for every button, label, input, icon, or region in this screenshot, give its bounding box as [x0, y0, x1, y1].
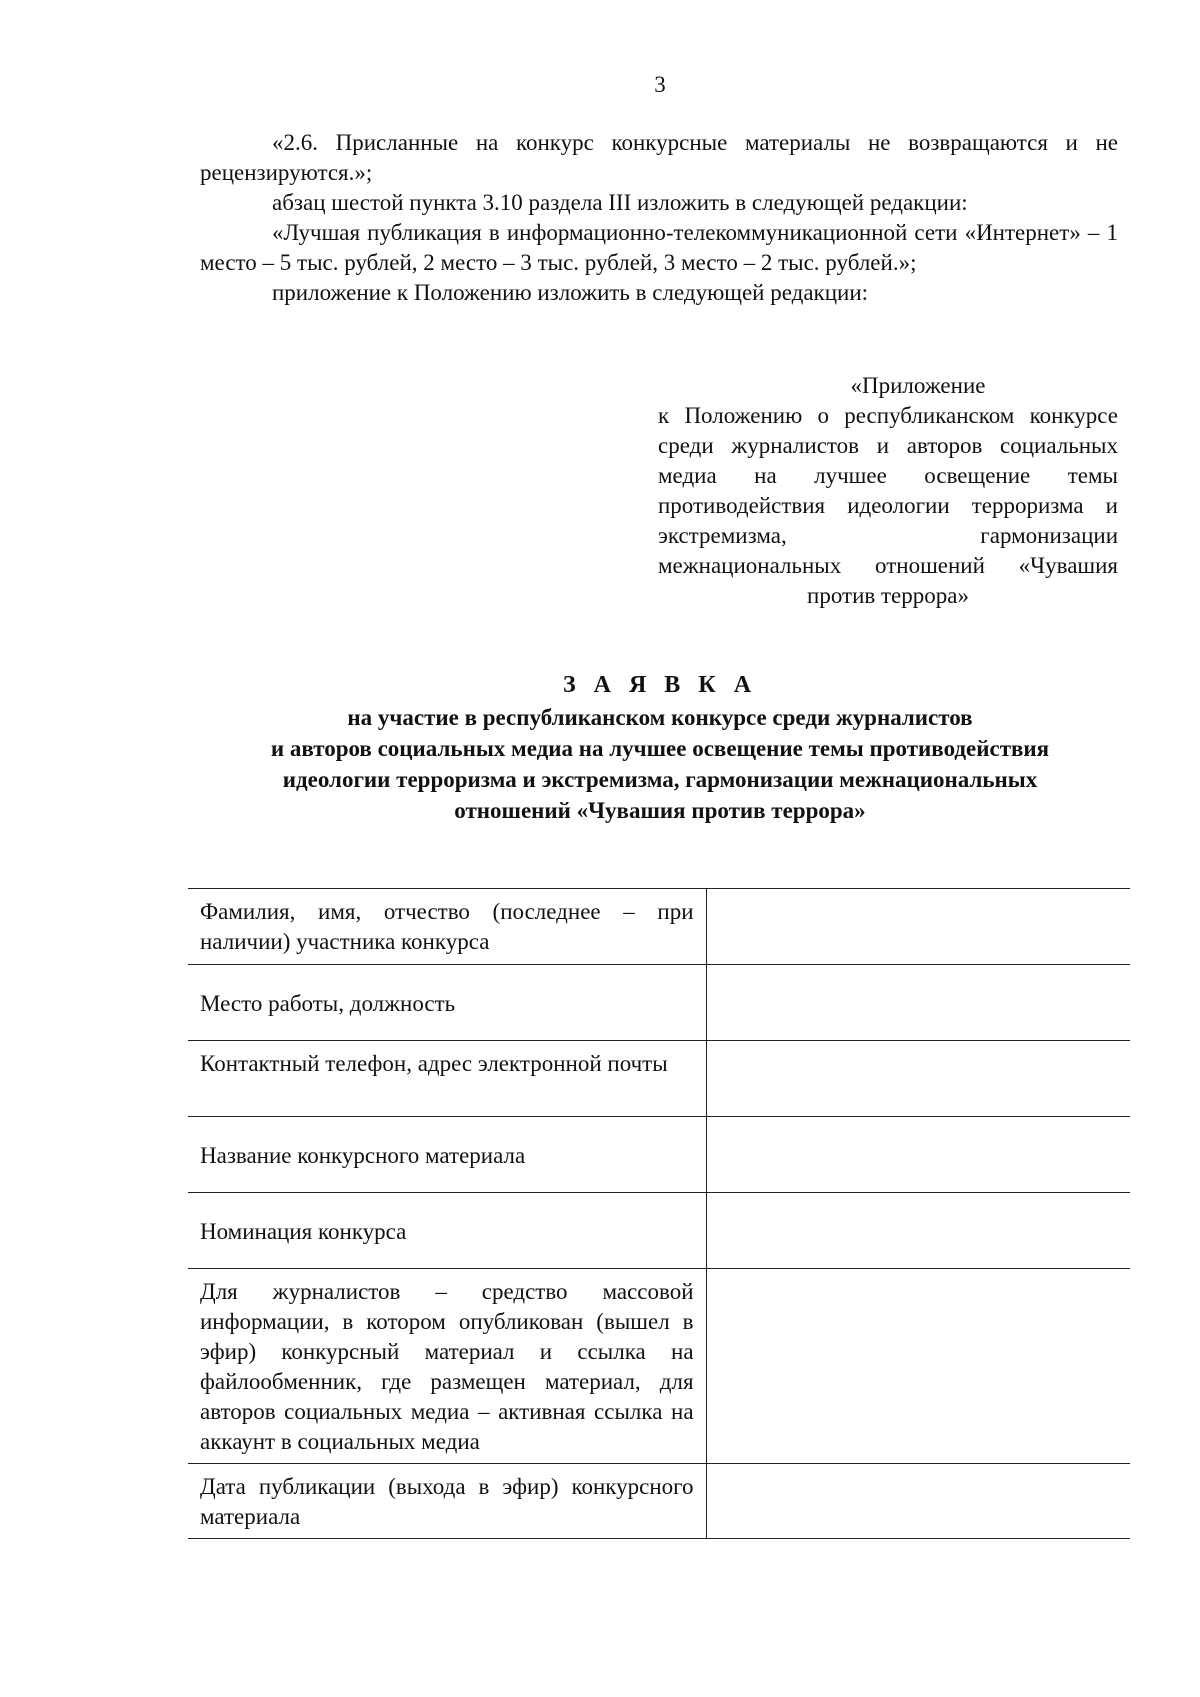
- paragraph-instruction-3-10: абзац шестой пункта 3.10 раздела III изложить в следующей редакции:: [272, 190, 968, 215]
- table-row: [188, 889, 1130, 965]
- table-row: [188, 965, 1130, 1041]
- appendix-title: «Приложение: [850, 373, 986, 398]
- row-value-workplace[interactable]: [706, 965, 1130, 1041]
- row-label-full-name: Фамилия, имя, отчество (последнее – при наличии) участника конкурса: [188, 889, 706, 965]
- paragraph-best-publication: «Лучшая публикация в информационно-телекоммуникационной сети «Интернет» – 1 место – 5 тыс. рублей, 2 место – 3 тыс. рублей, 3 место – 2 тыс. рублей.»;: [200, 220, 1118, 275]
- row-label-media-outlet: Для журналистов – средство массовой информации, в котором опубликован (вышел в эфир) конкурсный материал и ссылка на файлообменник, где размещен материал, для авторов социальных медиа – активная ссылка на аккаунт в социальных медиа: [188, 1269, 706, 1464]
- application-subtitle-line: отношений «Чувашия против террора»: [454, 798, 866, 823]
- row-value-publication-date[interactable]: [706, 1464, 1130, 1539]
- appendix-heading-block: [658, 371, 1118, 611]
- application-form-table: [188, 888, 1130, 1539]
- row-value-material-title[interactable]: [706, 1117, 1130, 1193]
- table-row: [188, 1269, 1130, 1464]
- application-subtitle-line: на участие в республиканском конкурсе среди журналистов: [347, 705, 973, 730]
- table-row: [188, 1464, 1130, 1539]
- application-subtitle-line: и авторов социальных медиа на лучшее освещение темы противодействия: [270, 736, 1050, 761]
- table-row: [188, 1117, 1130, 1193]
- row-label-publication-date: Дата публикации (выхода в эфир) конкурсного материала: [188, 1464, 706, 1539]
- row-value-full-name[interactable]: [706, 889, 1130, 965]
- application-heading: [190, 670, 1130, 826]
- application-title: З А Я В К А: [562, 672, 758, 698]
- row-label-material-title: Название конкурсного материала: [188, 1117, 706, 1193]
- row-value-nomination[interactable]: [706, 1193, 1130, 1269]
- application-subtitle-line: идеологии терроризма и экстремизма, гармонизации межнациональных: [282, 767, 1038, 792]
- paragraph-clause-2-6: «2.6. Присланные на конкурс конкурсные материалы не возвращаются и не рецензируются.»;: [200, 130, 1118, 185]
- row-label-contacts: Контактный телефон, адрес электронной почты: [188, 1041, 706, 1117]
- paragraph-appendix-instruction: приложение к Положению изложить в следующей редакции:: [272, 280, 869, 305]
- row-value-media-outlet[interactable]: [706, 1269, 1130, 1464]
- row-label-nomination: Номинация конкурса: [188, 1193, 706, 1269]
- amendment-text: [200, 128, 1118, 308]
- appendix-reference: к Положению о республиканском конкурсе среди журналистов и авторов социальных медиа на лучшее освещение темы противодействия идеологии терроризма и экстремизма, гармонизации межнациональных отношений «Чувашия против террора»: [658, 403, 1118, 608]
- table-row: [188, 1193, 1130, 1269]
- page-number: 3: [654, 72, 666, 97]
- row-label-workplace: Место работы, должность: [188, 965, 706, 1041]
- table-row: [188, 1041, 1130, 1117]
- row-value-contacts[interactable]: [706, 1041, 1130, 1117]
